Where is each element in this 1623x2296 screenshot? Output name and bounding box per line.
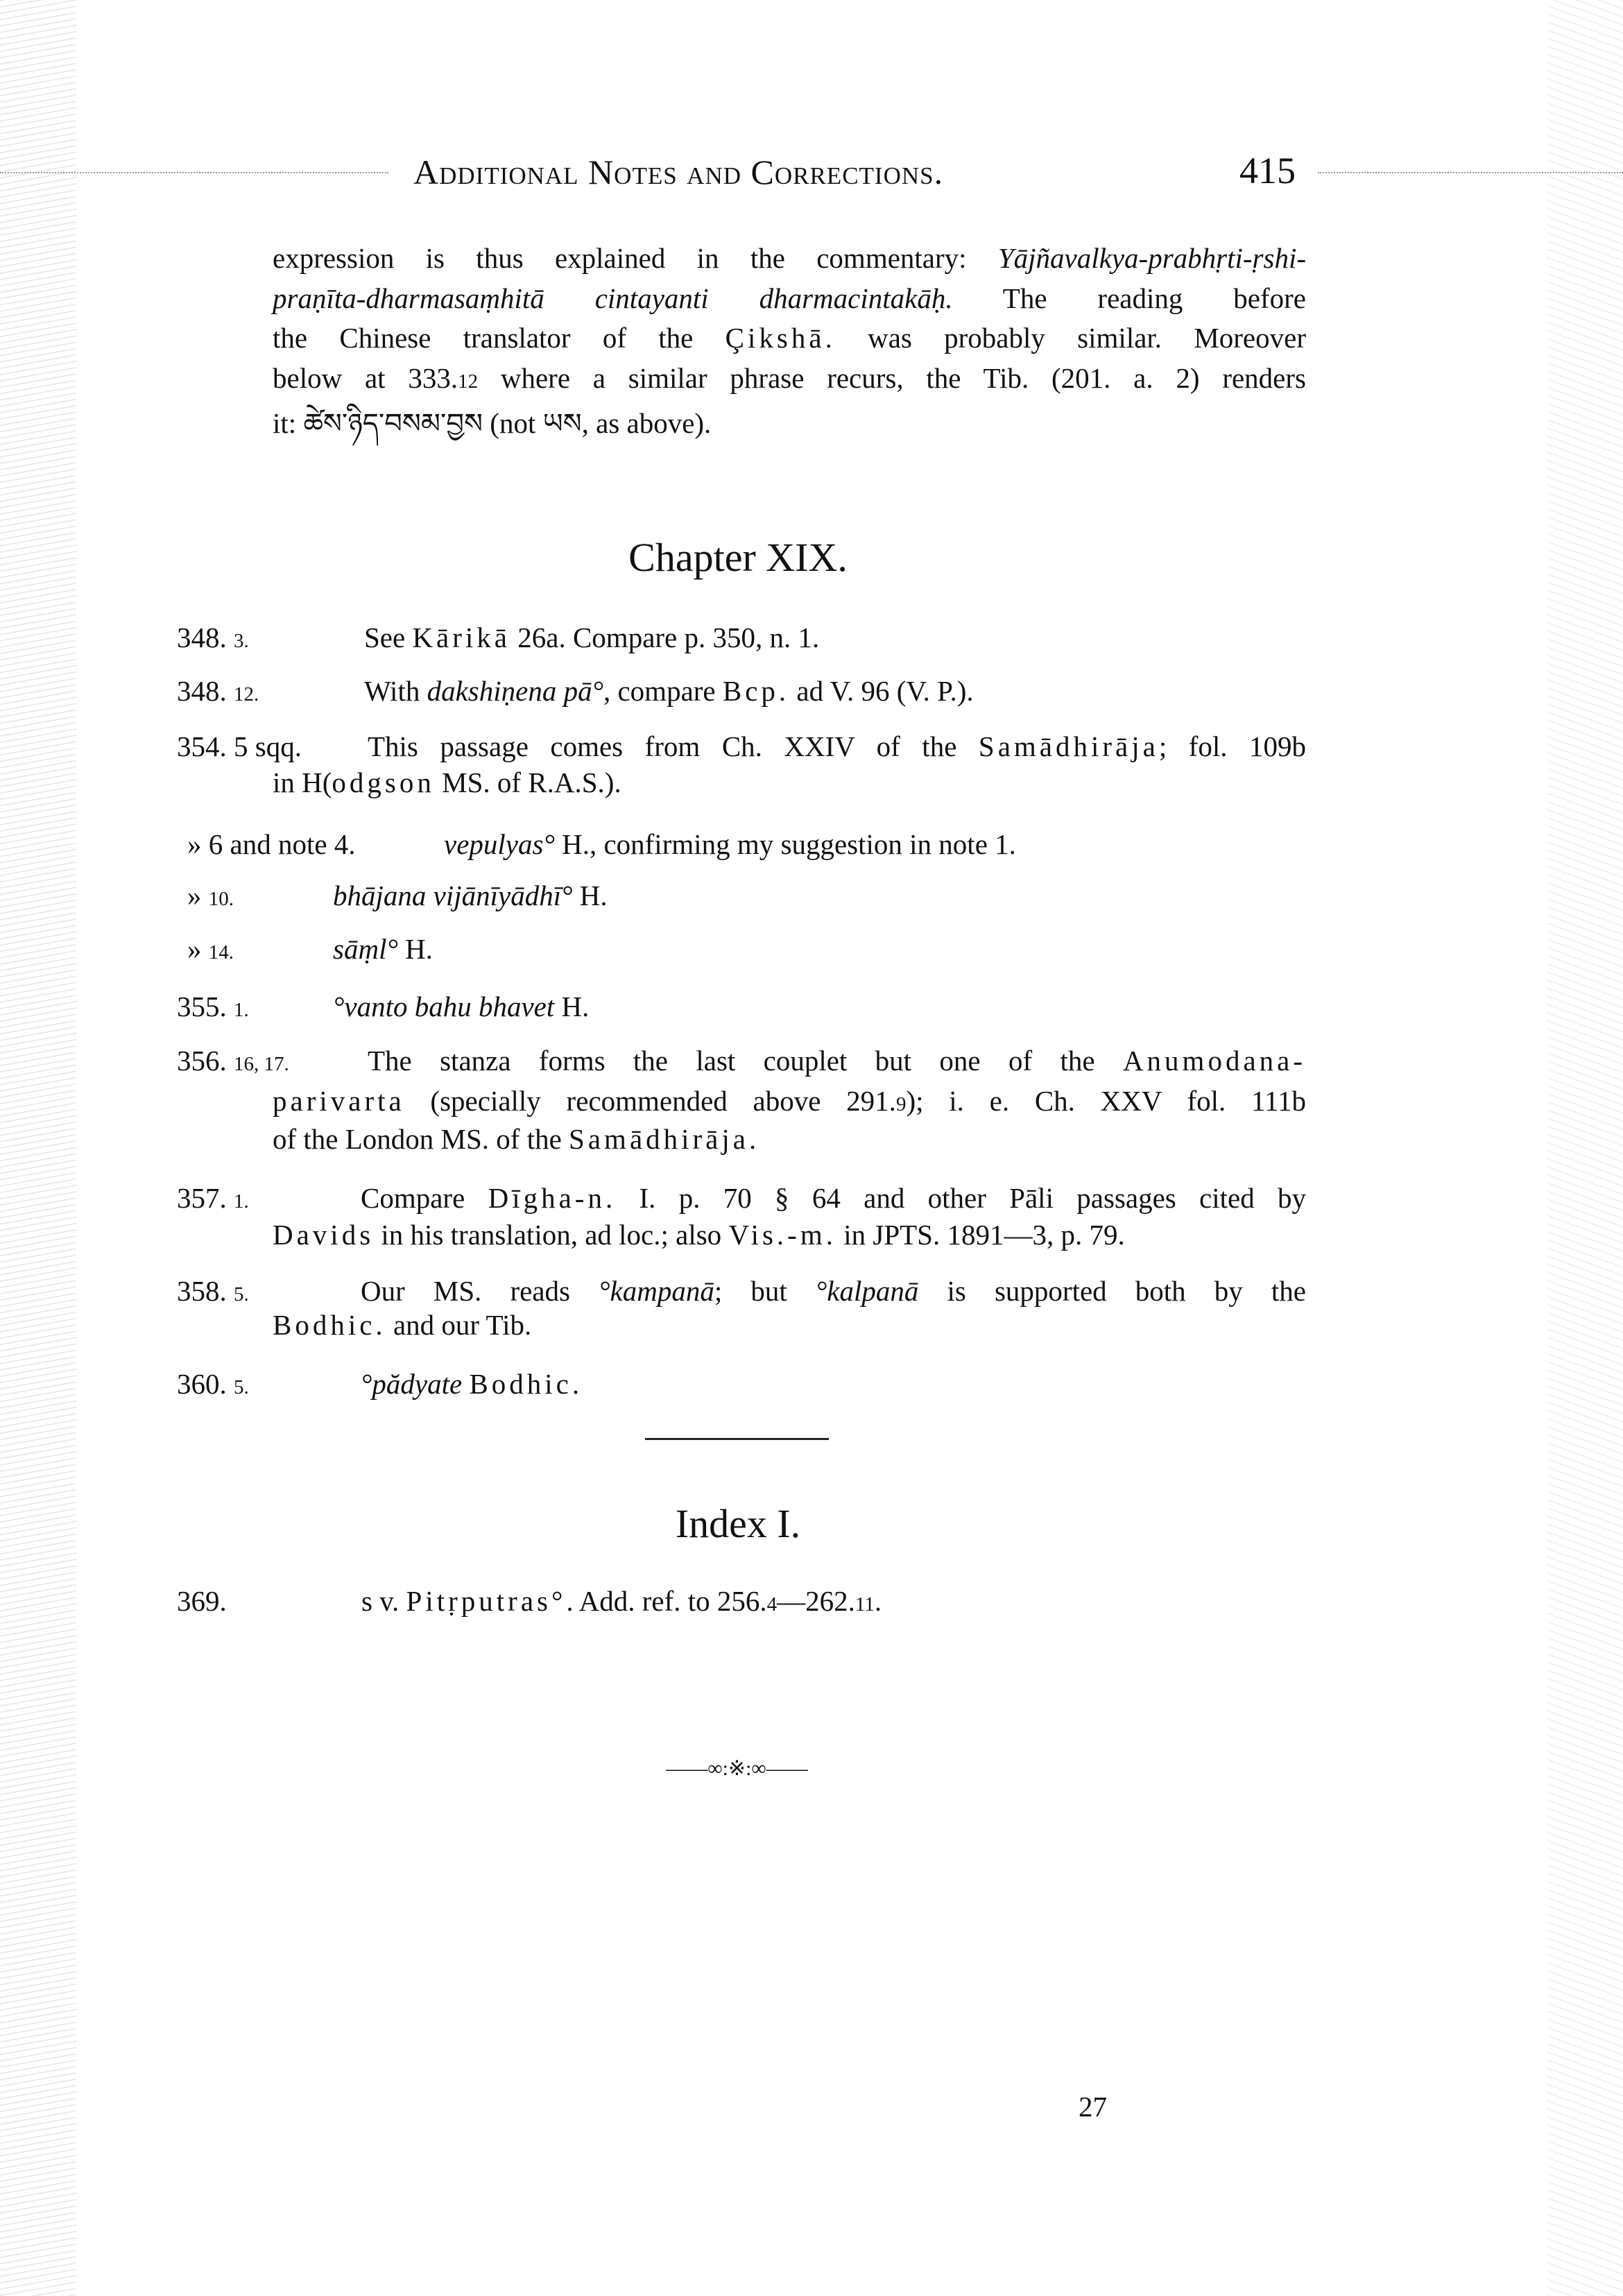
line-ref: 6 and note 4. <box>208 828 356 860</box>
page-ref: » <box>187 933 202 965</box>
text: is supported both by the <box>918 1275 1306 1307</box>
text: in H( <box>273 766 332 798</box>
text: Our MS. reads <box>361 1275 599 1307</box>
intro-line-5 <box>273 406 711 441</box>
sanskrit-text: Yājñavalkya-prabhṛti-ṛshi- <box>997 242 1306 274</box>
text: in JPTS. 1891—3, p. 79. <box>836 1219 1125 1251</box>
text: it: <box>273 407 304 439</box>
text: Bcp. <box>722 675 790 707</box>
note-reference <box>187 827 356 862</box>
note-reference <box>187 932 234 970</box>
page-ref: 348. <box>177 675 227 707</box>
running-header: Additional Notes and Corrections. <box>413 153 944 191</box>
note-text-line <box>361 1181 1306 1215</box>
line-ref: 5. <box>234 1283 249 1305</box>
note-text-line <box>364 674 974 708</box>
line-number: 4 <box>766 1593 778 1616</box>
text: The stanza forms the last couplet but one of the <box>368 1045 1123 1077</box>
note-text-line <box>444 827 1016 862</box>
text: Anumodana- <box>1122 1045 1306 1077</box>
page-ref: 348. <box>177 622 227 653</box>
note-text-line <box>361 1367 583 1401</box>
text: where a similar phrase recurs, the Tib. (201. a. 2) renders <box>478 362 1306 394</box>
text: —262. <box>777 1585 855 1617</box>
sanskrit-text: °vanto bahu bhavet <box>333 991 555 1022</box>
page-ref: 354. <box>177 730 227 762</box>
text <box>462 1368 469 1400</box>
page-ref: » <box>187 828 202 860</box>
chapter-heading: Chapter XIX. <box>628 535 848 580</box>
text: The reading before <box>952 282 1306 314</box>
header-rule-right <box>1318 172 1623 173</box>
text: in his translation, ad loc.; also <box>374 1219 729 1251</box>
text: , as above).​ <box>581 407 712 439</box>
note-reference <box>177 1043 289 1081</box>
text: parivarta <box>273 1085 405 1117</box>
text: Vis.-m. <box>728 1219 836 1251</box>
text: H. <box>572 880 608 911</box>
page-ref: 355. <box>177 991 227 1022</box>
note-reference <box>187 878 234 916</box>
note-text-line <box>333 989 589 1024</box>
text: Bodhic. <box>469 1368 583 1400</box>
note-reference <box>177 1274 249 1312</box>
note-reference <box>177 729 302 764</box>
sanskrit-text: °pădyate <box>361 1368 463 1400</box>
sanskrit-text: sāṃl° <box>333 933 398 965</box>
text: 9 <box>895 1093 907 1115</box>
note-reference <box>177 1367 249 1405</box>
line-ref: 14. <box>208 941 234 963</box>
text: 26a. Compare p. 350, n. 1. <box>510 622 820 653</box>
note-reference <box>177 989 249 1027</box>
note-text-line <box>364 620 819 655</box>
text: of the London MS. of the <box>273 1123 569 1155</box>
note-text-line <box>333 932 433 966</box>
text: odgson <box>332 766 435 798</box>
note-text-line <box>273 1217 1125 1252</box>
intro-line-3 <box>273 320 1306 355</box>
intro-line-2 <box>273 281 1306 316</box>
index-entry <box>361 1584 882 1622</box>
note-reference <box>177 620 249 658</box>
tibetan-text: ཚེས་ཉིད་བསམ་བྱས <box>303 408 483 440</box>
line-ref: 16, 17. <box>234 1053 289 1075</box>
text: . <box>874 1585 882 1617</box>
text: Dīgha-n. <box>488 1182 617 1214</box>
text: s v. <box>361 1585 406 1617</box>
text: (not <box>483 407 543 439</box>
scan-edge-right <box>1547 0 1623 2296</box>
line-ref: 5 sqq. <box>234 730 302 762</box>
text: Kārikā <box>412 622 511 653</box>
line-ref: 1. <box>234 999 249 1021</box>
line-ref: 5. <box>234 1376 249 1398</box>
sanskrit-text: dakshiṇena pā° <box>427 675 603 707</box>
text: below at 333. <box>273 362 458 394</box>
note-text-line <box>361 1274 1306 1308</box>
line-ref: 10. <box>208 888 234 910</box>
sanskrit-text: bhājana vijānīyādhī° <box>333 880 573 911</box>
text: ; fol. 109b <box>1158 730 1306 762</box>
section-divider <box>645 1438 829 1440</box>
index-ref: 369. <box>177 1585 227 1617</box>
signature-mark: 27 <box>1079 2091 1107 2123</box>
line-ref: 12. <box>234 683 259 705</box>
end-ornament: ——∞:※:∞—— <box>666 1757 808 1780</box>
page-ref: 358. <box>177 1275 227 1307</box>
text: ; but <box>714 1275 816 1307</box>
sanskrit-text: praṇīta-dharmasaṃhitā cintayanti dharmacintakāḥ. <box>273 282 953 314</box>
line-number: 12 <box>458 370 479 393</box>
text: Bodhic. <box>273 1309 386 1341</box>
note-text-line <box>273 1308 531 1342</box>
sanskrit-text: vepulyas° <box>444 828 555 860</box>
text: This passage comes from Ch. XXIV of the <box>368 730 979 762</box>
note-text-line <box>273 1083 1306 1122</box>
text: MS. of R.A.S.). <box>434 766 621 798</box>
text: ad V. 96 (V. P.). <box>789 675 974 707</box>
line-number: 11 <box>855 1593 875 1616</box>
text: and our Tib. <box>386 1309 532 1341</box>
text: H. <box>554 991 590 1022</box>
page-ref: » <box>187 880 202 911</box>
text: . <box>748 1123 757 1155</box>
header-rule-left <box>0 172 388 173</box>
text: Davids <box>273 1219 375 1251</box>
text: Samādhirāja <box>978 730 1159 762</box>
note-text-line <box>273 765 621 800</box>
tibetan-text: ཡས <box>542 408 582 440</box>
page-number: 415 <box>1239 150 1296 191</box>
text: I. p. 70 § 64 and other Pāli passages cited by <box>616 1182 1306 1214</box>
note-reference <box>177 674 259 712</box>
intro-line-1 <box>273 241 1306 275</box>
text: , compare <box>603 675 723 707</box>
title-text: Çikshā. <box>725 322 836 354</box>
headword: Pitṛputras° <box>406 1585 567 1617</box>
page-ref: 356. <box>177 1045 227 1077</box>
sanskrit-text: °kalpanā <box>815 1275 919 1307</box>
sanskrit-text: °kampanā <box>599 1275 714 1307</box>
text: expression is thus explained in the commentary: <box>273 242 998 274</box>
page-ref: 357. <box>177 1182 227 1214</box>
text: (specially recommended above 291. <box>404 1085 896 1117</box>
text: H., confirming my suggestion in note 1. <box>554 828 1016 860</box>
note-reference <box>177 1181 249 1219</box>
text: . Add. ref. to 256. <box>566 1585 767 1617</box>
text: With <box>364 675 427 707</box>
line-ref: 1. <box>234 1190 249 1213</box>
note-text-line <box>368 1043 1306 1078</box>
text: Samādhirāja <box>569 1123 749 1155</box>
note-text-line <box>368 729 1306 764</box>
scan-edge-left <box>0 0 76 2296</box>
text: was probably similar. Moreover <box>835 322 1306 354</box>
text: H. <box>397 933 433 965</box>
note-text-line <box>333 878 608 913</box>
text: ); i. e. Ch. XXV fol. 111b <box>906 1085 1306 1117</box>
index-heading: Index I. <box>675 1501 801 1546</box>
text: Compare <box>361 1182 488 1214</box>
page-ref: 360. <box>177 1368 227 1400</box>
text: the Chinese translator of the <box>273 322 725 354</box>
intro-line-4 <box>273 361 1306 399</box>
text: See <box>364 622 413 653</box>
note-text-line <box>273 1122 756 1156</box>
line-ref: 3. <box>234 630 249 652</box>
